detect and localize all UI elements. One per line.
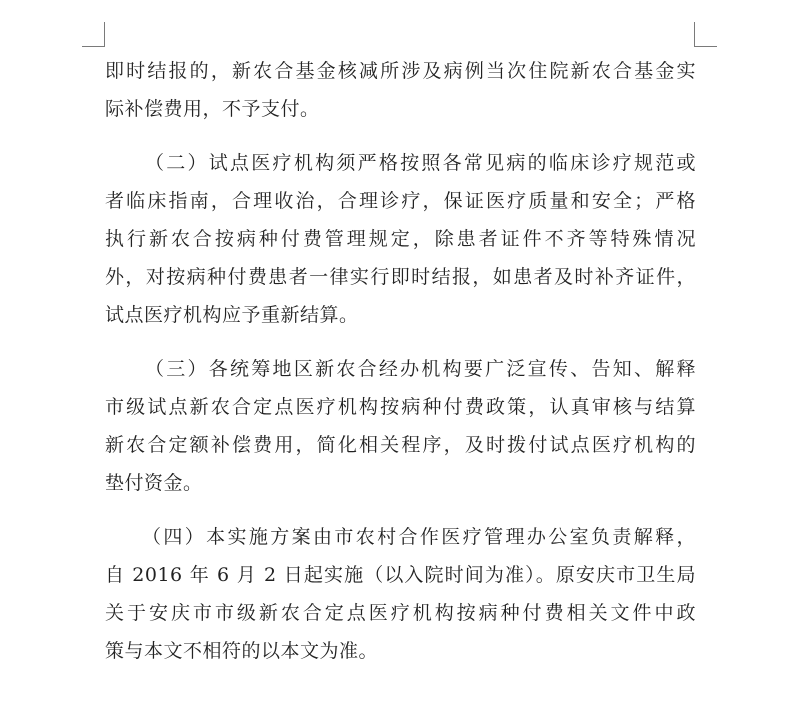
paragraph-line: 策与本文不相符的以本文为准。	[105, 640, 379, 662]
crop-mark-top-right	[694, 22, 717, 47]
paragraph-line: 新农合定额补偿费用，简化相关程序，及时拨付试点医疗机构的	[105, 434, 696, 456]
paragraph-line: 即时结报的，新农合基金核减所涉及病例当次住院新农合基金实	[105, 60, 696, 82]
crop-mark-top-left	[82, 22, 105, 47]
paragraph-line: 垫付资金。	[105, 472, 203, 494]
paragraph-line: 外，对按病种付费患者一律实行即时结报，如患者及时补齐证件，	[105, 266, 696, 288]
paragraph-line: 关于安庆市市级新农合定点医疗机构按病种付费相关文件中政	[105, 602, 696, 624]
paragraph-line: 际补偿费用，不予支付。	[105, 98, 320, 120]
paragraph-line: （三）各统筹地区新农合经办机构要广泛宣传、告知、解释	[145, 358, 696, 380]
paragraph-line: 试点医疗机构应予重新结算。	[105, 304, 359, 326]
paragraph-line: 市级试点新农合定点医疗机构按病种付费政策，认真审核与结算	[105, 396, 696, 418]
paragraph-line: （四）本实施方案由市农村合作医疗管理办公室负责解释，	[142, 526, 696, 548]
paragraph-line: 者临床指南，合理收治，合理诊疗，保证医疗质量和安全；严格	[105, 190, 696, 212]
paragraph-line: （二）试点医疗机构须严格按照各常见病的临床诊疗规范或	[145, 152, 696, 174]
paragraph-line: 执行新农合按病种付费管理规定，除患者证件不齐等特殊情况	[105, 228, 696, 250]
paragraph-line: 自 2016 年 6 月 2 日起实施（以入院时间为准）。原安庆市卫生局	[105, 564, 696, 586]
